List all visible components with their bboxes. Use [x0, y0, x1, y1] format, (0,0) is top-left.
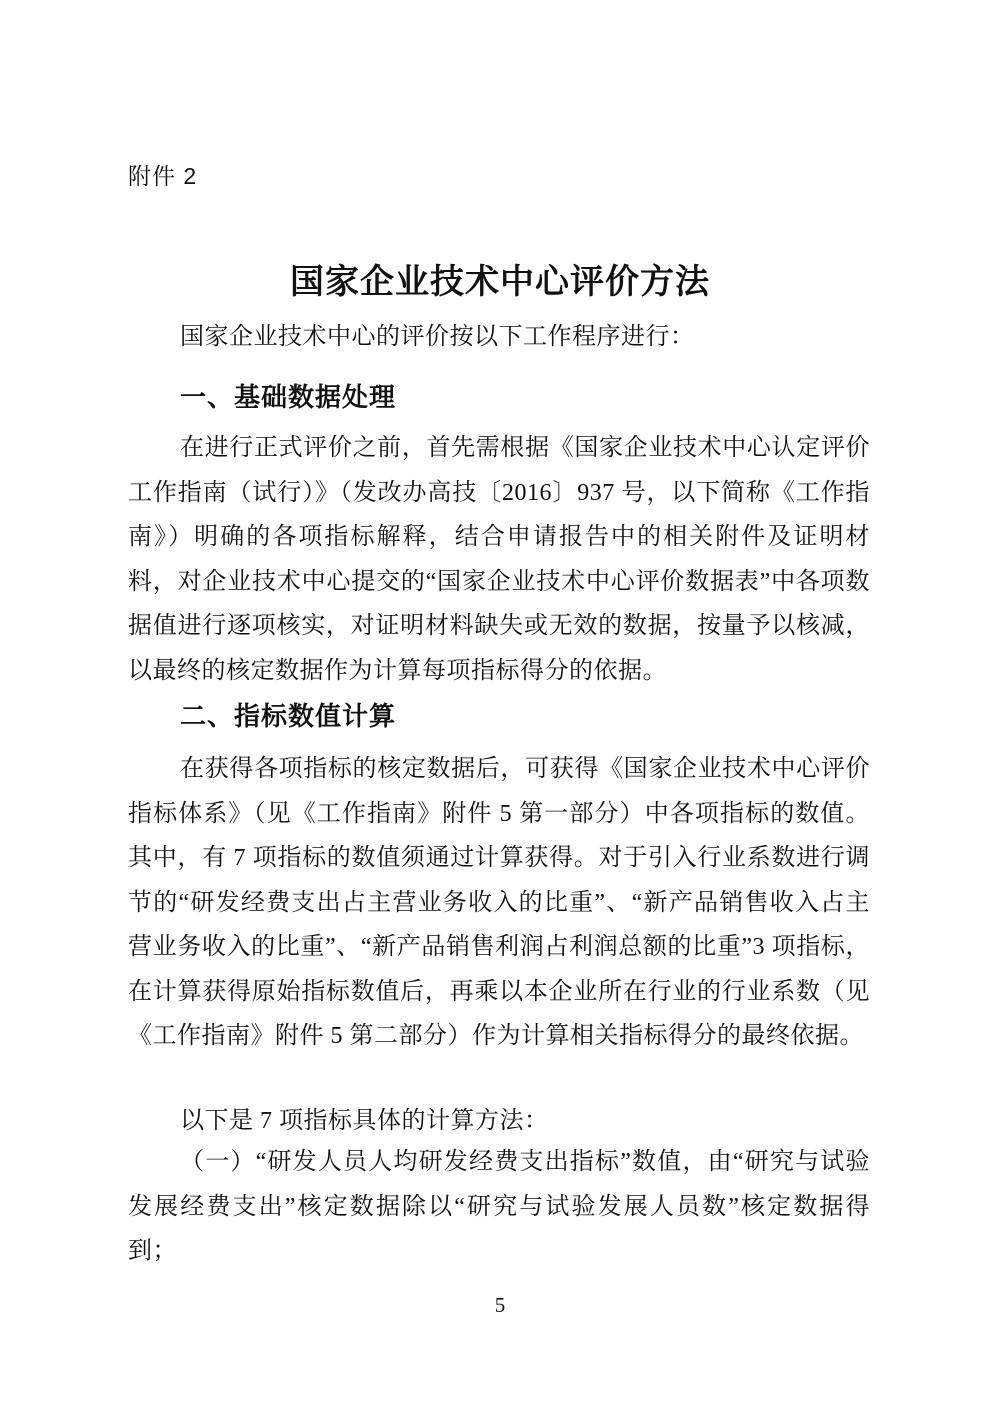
page-title: 国家企业技术中心评价方法 [290, 263, 710, 301]
intro-paragraph: 国家企业技术中心的评价按以下工作程序进行： [180, 324, 695, 350]
page-number: 5 [494, 1293, 506, 1317]
section-2-paragraph-3: （一）“研发人员人均研发经费支出指标”数值，由“研究与试验发展经费支出”核定数据除以“研究与试验发展人员数”核定数据得到； [128, 1149, 870, 1264]
attachment-label: 附件 2 [128, 163, 198, 189]
section-2-heading: 二、指标数值计算 [180, 701, 397, 731]
section-2-paragraph-2: 以下是 7 项指标具体的计算方法： [180, 1108, 549, 1134]
section-2-paragraph-1: 在获得各项指标的核定数据后，可获得《国家企业技术中心评价指标体系》（见《工作指南》附件 5 第一部分）中各项指标的数值。其中，有 7 项指标的数值须通过计算获得。对于引入行业系数进行调节的“研发经费支出占主营业务收入的比重”、“新产品销售收入占主营业务收入的比重”、“新产品销售利润占利润总额的比重”3 项指标，在计算获得原始指标数值后，再乘以本企业所在行业的行业系数（见《工作指南》附件 5 第二部分）作为计算相关指标得分的最终依据。 [128, 756, 870, 1049]
section-1-heading: 一、基础数据处理 [180, 382, 397, 412]
section-1-paragraph-1: 在进行正式评价之前，首先需根据《国家企业技术中心认定评价工作指南（试行）》（发改办高技〔2016〕937 号，以下简称《工作指南》）明确的各项指标解释，结合申请报告中的相关附件及证明材料，对企业技术中心提交的“国家企业技术中心评价数据表”中各项数据值进行逐项核实，对证明材料缺失或无效的数据，按量予以核减，以最终的核定数据作为计算每项指标得分的依据。 [128, 435, 870, 684]
